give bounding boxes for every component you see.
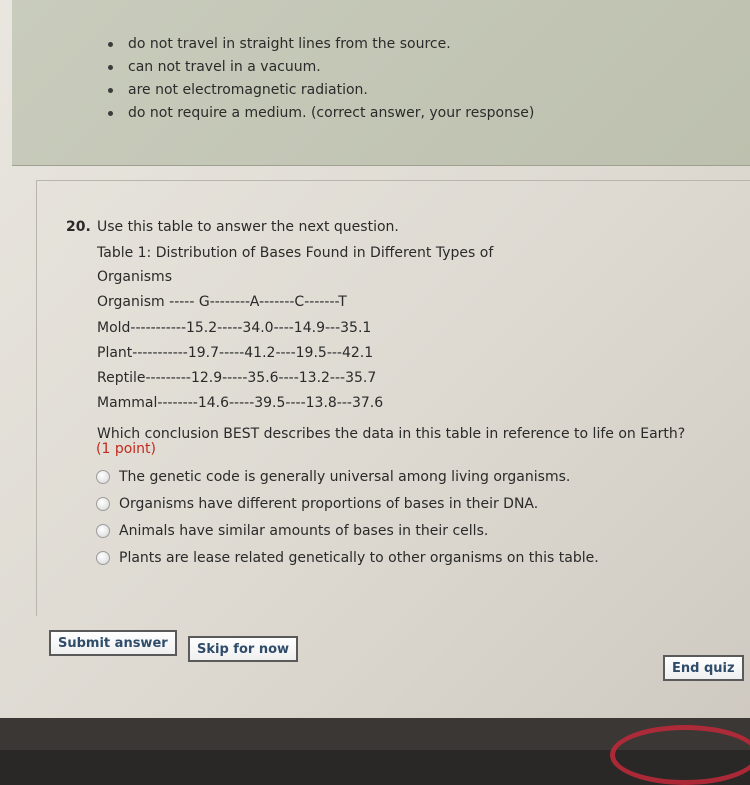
previous-answer-item: do not travel in straight lines from the source. [108, 34, 534, 57]
skip-for-now-button[interactable]: Skip for now [188, 636, 298, 662]
answer-option-b[interactable] [96, 493, 538, 515]
radio-button-icon[interactable] [96, 497, 110, 511]
answer-option-c[interactable] [96, 520, 488, 542]
radio-button-icon[interactable] [96, 551, 110, 565]
table-title: Table 1: Distribution of Bases Found in Different Types of [97, 245, 494, 261]
submit-answer-button[interactable]: Submit answer [49, 630, 177, 656]
question-intro: Use this table to answer the next question. [97, 219, 399, 235]
answer-option-a[interactable] [96, 466, 570, 488]
question-number: 20. [66, 219, 91, 235]
answer-option-d[interactable] [96, 547, 599, 569]
end-quiz-button[interactable]: End quiz [663, 655, 744, 681]
table-header-row: Organism ----- G--------A-------C-------T [97, 294, 347, 310]
answer-option-label[interactable]: The genetic code is generally universal among living organisms. [119, 469, 571, 485]
previous-answer-item-correct: do not require a medium. (correct answer, your response) [108, 103, 534, 126]
table-row-mold: Mold-----------15.2-----34.0----14.9---35.1 [97, 320, 372, 336]
previous-answer-item: can not travel in a vacuum. [108, 57, 534, 80]
question-prompt: Which conclusion BEST describes the data in this table in reference to life on Earth? [97, 426, 686, 442]
table-row-reptile: Reptile---------12.9-----35.6----13.2---35.7 [97, 370, 377, 386]
answer-option-label[interactable]: Plants are lease related genetically to other organisms on this table. [119, 550, 599, 566]
answer-option-label[interactable]: Organisms have different proportions of bases in their DNA. [119, 496, 539, 512]
table-row-plant: Plant-----------19.7-----41.2----19.5---42.1 [97, 345, 374, 361]
previous-answer-list [108, 34, 534, 126]
previous-question-feedback [12, 0, 750, 166]
reflection-glare [610, 725, 750, 785]
points-label: (1 point) [96, 441, 156, 457]
radio-button-icon[interactable] [96, 524, 110, 538]
table-title-continued: Organisms [97, 269, 172, 285]
previous-answer-item: are not electromagnetic radiation. [108, 80, 534, 103]
answer-option-label[interactable]: Animals have similar amounts of bases in their cells. [119, 523, 489, 539]
radio-button-icon[interactable] [96, 470, 110, 484]
table-row-mammal: Mammal--------14.6-----39.5----13.8---37.6 [97, 395, 384, 411]
